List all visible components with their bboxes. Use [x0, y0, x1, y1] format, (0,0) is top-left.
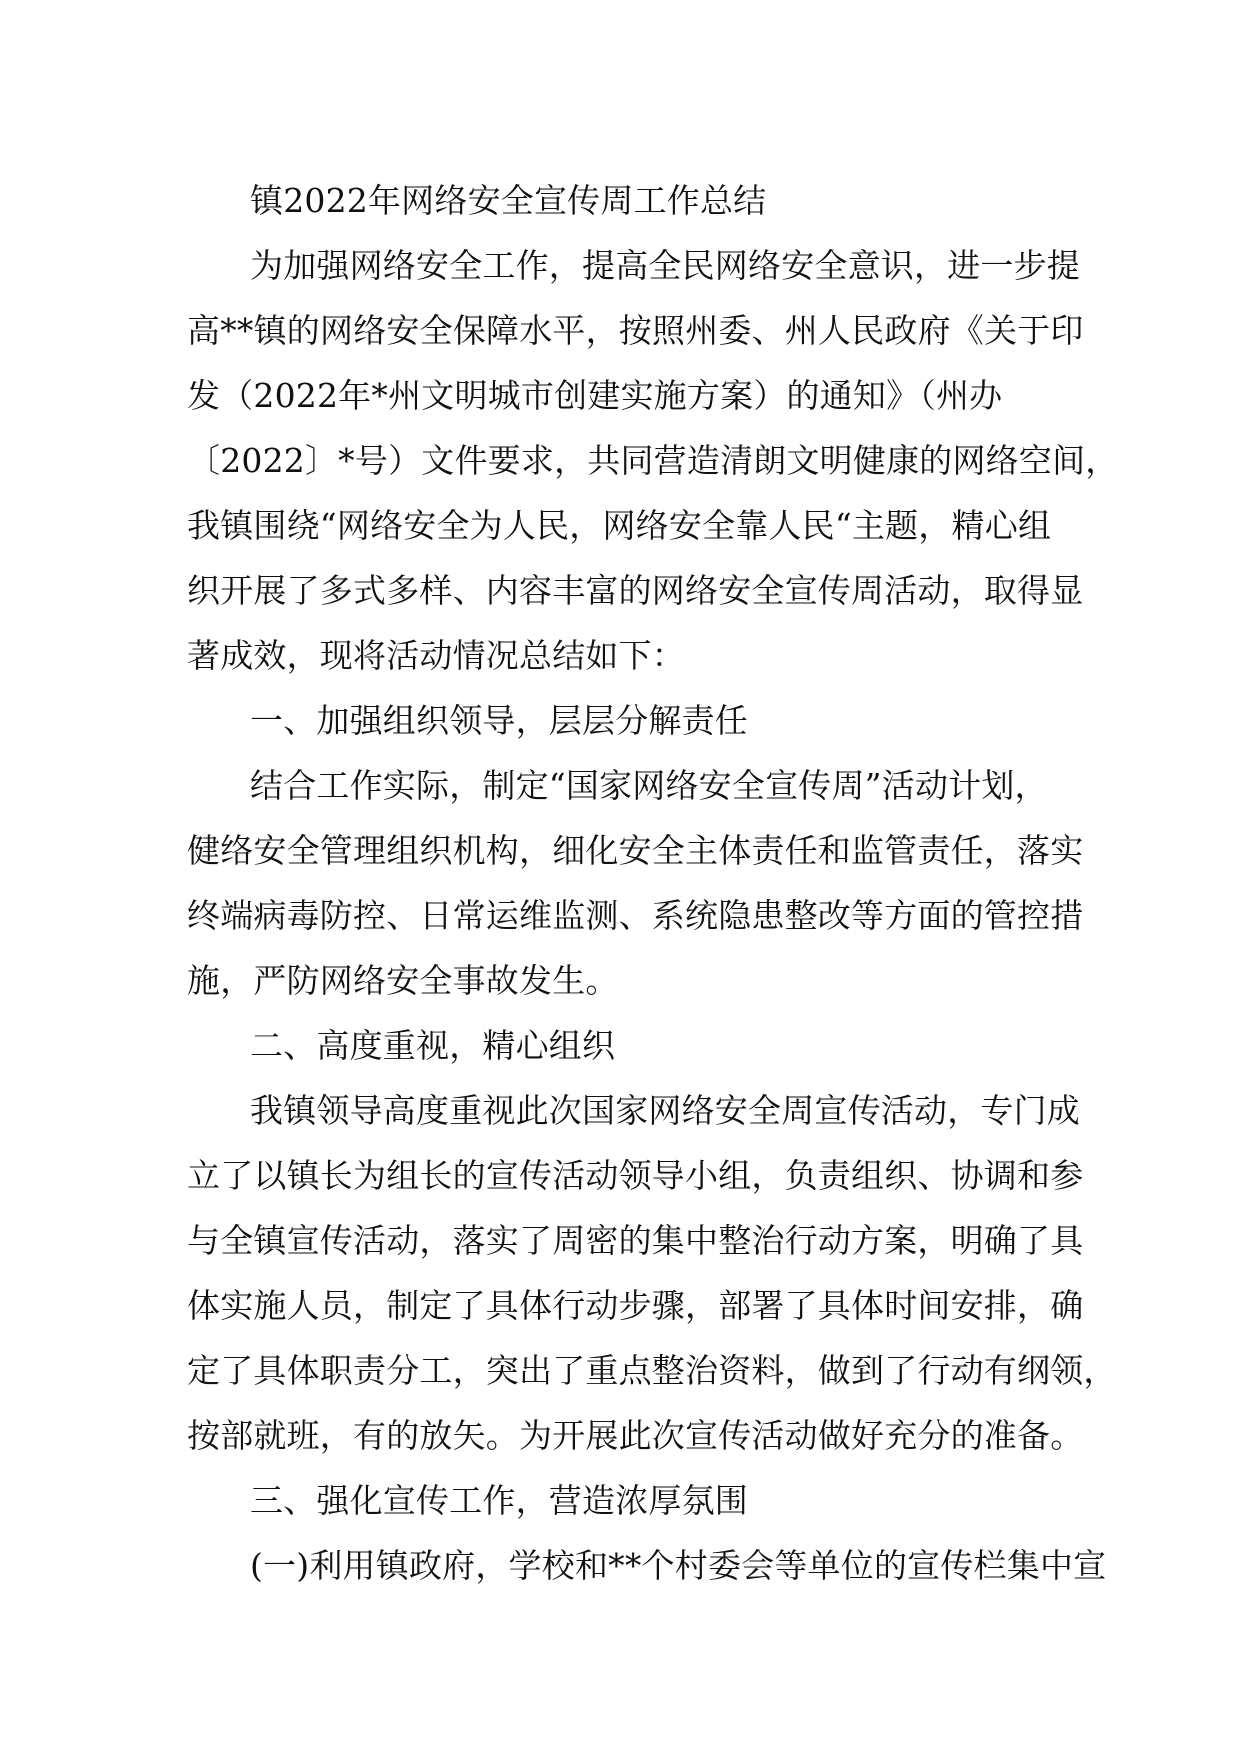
paragraph-line: 〔2022〕*号）文件要求，共同营造清朗文明健康的网络空间，: [187, 441, 1119, 480]
document-page: [187, 168, 1119, 1598]
paragraph-line: 定了具体职责分工，突出了重点整治资料，做到了行动有纲领，: [187, 1351, 1117, 1390]
paragraph-line: 健络安全管理组织机构，细化安全主体责任和监管责任，落实: [187, 831, 1084, 870]
section-heading: 三、强化宣传工作，营造浓厚氛围: [250, 1481, 748, 1520]
paragraph-line: (一)利用镇政府，学校和**个村委会等单位的宣传栏集中宣: [250, 1546, 1107, 1585]
paragraph-line: 我镇领导高度重视此次国家网络安全周宣传活动，专门成: [250, 1091, 1080, 1130]
paragraph-line: 织开展了多式多样、内容丰富的网络安全宣传周活动，取得显: [187, 571, 1084, 610]
paragraph-line: 施，严防网络安全事故发生。: [187, 961, 619, 1000]
section-heading: 二、高度重视，精心组织: [250, 1026, 616, 1065]
paragraph-line: 终端病毒防控、日常运维监测、系统隐患整改等方面的管控措: [187, 896, 1084, 935]
paragraph-line: 结合工作实际，制定“国家网络安全宣传周”活动计划，: [250, 766, 1048, 805]
paragraph-line: 发（2022年*州文明城市创建实施方案）的通知》（州办: [187, 376, 1003, 415]
paragraph-line: 按部就班，有的放矢。为开展此次宣传活动做好充分的准备。: [187, 1416, 1084, 1455]
section-heading: 一、加强组织领导，层层分解责任: [250, 701, 748, 740]
paragraph-line: 体实施人员，制定了具体行动步骤，部署了具体时间安排，确: [187, 1286, 1084, 1325]
paragraph-line: 著成效，现将活动情况总结如下：: [187, 636, 685, 675]
paragraph-line: 立了以镇长为组长的宣传活动领导小组，负责组织、协调和参: [187, 1156, 1084, 1195]
paragraph-line: 高**镇的网络安全保障水平，按照州委、州人民政府《关于印: [187, 311, 1084, 350]
paragraph-line: 与全镇宣传活动，落实了周密的集中整治行动方案，明确了具: [187, 1221, 1084, 1260]
paragraph-line: 为加强网络安全工作，提高全民网络安全意识，进一步提: [250, 246, 1080, 285]
document-title: 镇2022年网络安全宣传周工作总结: [250, 181, 767, 220]
paragraph-line: 我镇围绕“网络安全为人民，网络安全靠人民“主题，精心组: [187, 506, 1052, 545]
